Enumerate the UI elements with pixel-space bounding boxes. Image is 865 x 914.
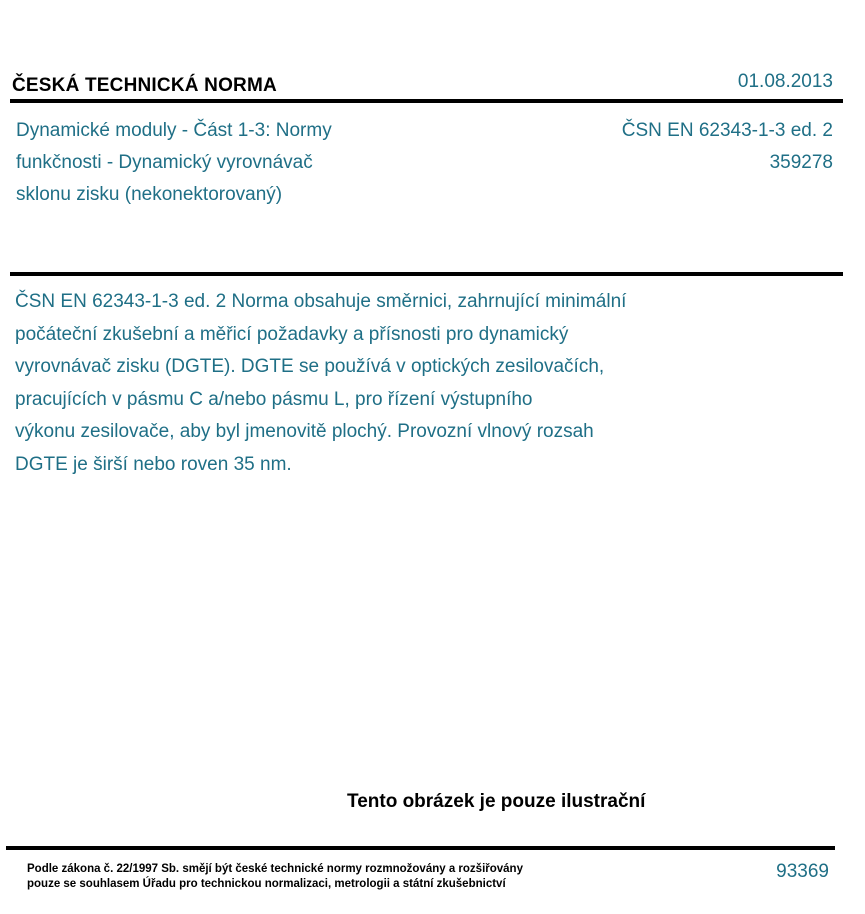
abstract-line: pracujících v pásmu C a/nebo pásmu L, pro řízení výstupního [15,388,533,410]
abstract-line: vyrovnávač zisku (DGTE). DGTE se používá v optických zesilovačích, [15,356,605,377]
subtitle-line: Dynamické moduly - Část 1-3: Normy [16,120,332,141]
standard-subtitle [16,115,416,211]
abstract-line: ČSN EN 62343-1-3 ed. 2 Norma obsahuje směrnici, zahrnující minimální [15,291,627,312]
legal-notice [27,862,627,892]
standard-abstract [15,286,735,481]
header-divider [10,99,843,103]
legal-line: Podle zákona č. 22/1997 Sb. smějí být české technické normy rozmnožovány a rozšiřovány [27,863,523,875]
publication-date: 01.08.2013 [737,71,833,92]
illustration-notice: Tento obrázek je pouze ilustrační [347,791,646,812]
subtitle-line: sklonu zisku (nekonektorovaný) [16,184,283,205]
catalog-number: 359278 [769,152,833,173]
abstract-line: počáteční zkušební a měřicí požadavky a přísnosti pro dynamický [15,323,569,345]
legal-line: pouze se souhlasem Úřadu pro technickou normalizaci, metrologii a státní zkušebnictví [27,878,506,890]
abstract-line: výkonu zesilovače, aby byl jmenovitě plochý. Provozní vlnový rozsah [15,421,594,442]
standard-code: ČSN EN 62343-1-3 ed. 2 [621,120,833,141]
document-header-title: ČESKÁ TECHNICKÁ NORMA [12,75,277,96]
abstract-line: DGTE je širší nebo roven 35 nm. [15,453,292,475]
footer-divider [6,846,835,850]
standard-identifiers [622,115,833,179]
subtitle-line: funkčnosti - Dynamický vyrovnávač [16,152,313,173]
section-divider [10,272,843,276]
document-number: 93369 [776,861,829,882]
